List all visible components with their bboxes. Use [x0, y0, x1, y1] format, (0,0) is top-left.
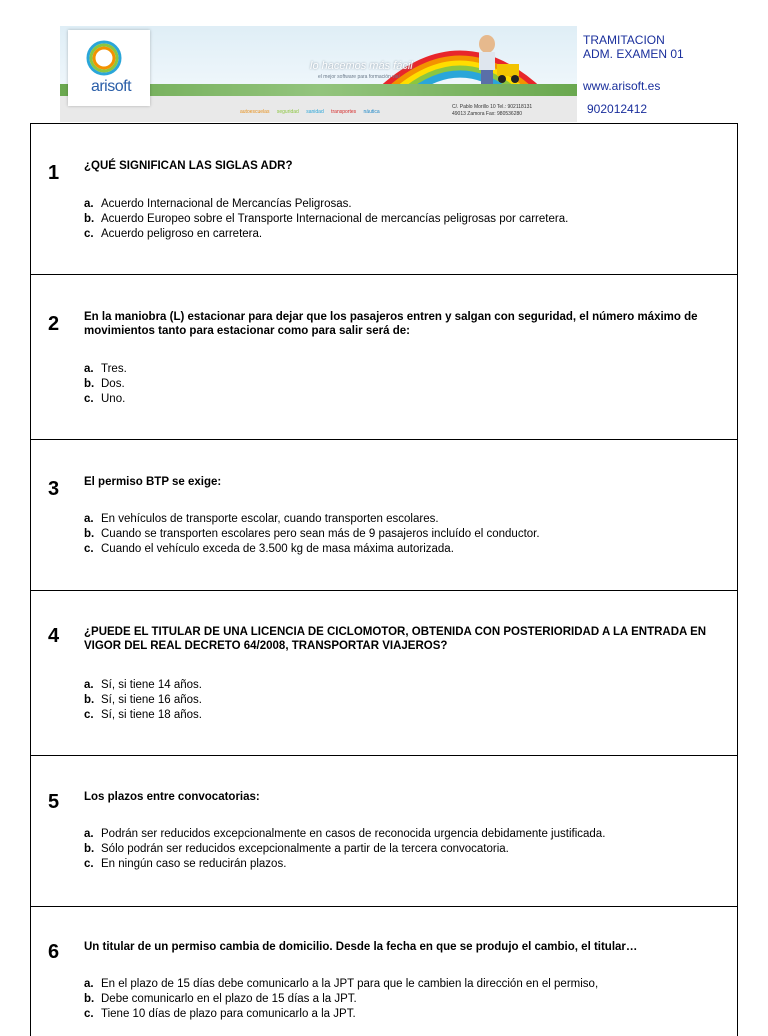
question-6: [30, 906, 738, 1036]
question-number: 6: [48, 941, 60, 963]
document-title: [583, 33, 684, 61]
answer-c[interactable]: c. Acuerdo peligroso en carretera.: [84, 228, 263, 240]
question-number: 1: [48, 162, 60, 184]
answer-c[interactable]: c. En ningún caso se reducirán plazos.: [84, 858, 287, 870]
doc-title-line-2: ADM. EXAMEN 01: [583, 47, 684, 61]
logo-text: arisoft: [90, 78, 132, 95]
question-number: 2: [48, 313, 60, 335]
answer-list: [84, 977, 598, 1022]
category-seguridad: seguridad: [276, 109, 299, 115]
website-link[interactable]: www.arisoft.es: [583, 79, 661, 93]
slogan: lo hacemos más fácil: [310, 60, 413, 72]
answer-c[interactable]: c. Uno.: [84, 393, 126, 405]
answer-b[interactable]: b. Sólo podrán ser reducidos excepcionalmente a partir de la tercera convocatoria.: [84, 843, 509, 855]
question-number: 3: [48, 478, 60, 500]
answer-a[interactable]: a. Tres.: [84, 363, 127, 375]
question-text: Los plazos entre convocatorias:: [84, 791, 260, 803]
answer-c[interactable]: c. Cuando el vehículo exceda de 3.500 kg de masa máxima autorizada.: [84, 543, 454, 555]
company-address: [452, 104, 572, 118]
page-header: [0, 0, 768, 124]
category-autoescuelas: autoescuelas: [240, 109, 270, 115]
phone-number: 902012412: [587, 102, 648, 116]
answer-list: [84, 678, 202, 723]
question-2: [30, 274, 738, 440]
answer-list: [84, 512, 540, 557]
category-nautica: náutica: [363, 109, 380, 115]
question-text: El permiso BTP se exige:: [84, 476, 222, 488]
category-strip: [240, 109, 386, 115]
question-text: Un titular de un permiso cambia de domicilio. Desde la fecha en que se produjo el cambio, el titular…: [84, 941, 638, 953]
question-1: [30, 123, 738, 275]
answer-list: [84, 827, 605, 872]
address-line-2: 49013 Zamora Fax: 980536280: [452, 111, 523, 117]
category-transportes: transportes: [331, 109, 357, 115]
question-text: ¿PUEDE EL TITULAR DE UNA LICENCIA DE CICLOMOTOR, OBTENIDA CON POSTERIORIDAD A LA ENTRADA EN VIGOR DEL REAL DECRETO 64/2008, TRANSPORTAR VIAJEROS?: [84, 626, 707, 652]
arisoft-logo: [68, 30, 150, 106]
answer-list: [84, 362, 127, 407]
answer-a[interactable]: a. Acuerdo Internacional de Mercancías Peligrosas.: [84, 198, 352, 210]
slogan-sub: el mejor software para formación vial: [318, 74, 400, 80]
answer-a[interactable]: a. En vehículos de transporte escolar, cuando transporten escolares.: [84, 513, 439, 525]
address-line-1: C/. Pablo Morillo 10 Tel.: 902118131: [452, 104, 533, 110]
answer-a[interactable]: a. Podrán ser reducidos excepcionalmente en casos de reconocida urgencia debidamente justificada.: [84, 828, 606, 840]
answer-b[interactable]: b. Cuando se transporten escolares pero sean más de 9 pasajeros incluído el conductor.: [84, 528, 540, 540]
category-sanidad: sanidad: [306, 109, 324, 115]
question-4: [30, 590, 738, 756]
question-text: En la maniobra (L) estacionar para dejar que los pasajeros entren y salgan con seguridad, el número máximo de movimientos tanto para estacionar como para salir será de:: [84, 311, 698, 337]
answer-c[interactable]: c. Tiene 10 días de plazo para comunicarlo a la JPT.: [84, 1008, 356, 1020]
question-3: [30, 439, 738, 591]
answer-c[interactable]: c. Sí, si tiene 18 años.: [84, 709, 203, 721]
answer-b[interactable]: b. Debe comunicarlo en el plazo de 15 días a la JPT.: [84, 993, 357, 1005]
answer-a[interactable]: a. En el plazo de 15 días debe comunicarlo a la JPT para que le cambien la dirección en el permiso,: [84, 978, 599, 990]
doc-title-line-1: TRAMITACION: [583, 33, 665, 47]
question-text: ¿QUÉ SIGNIFICAN LAS SIGLAS ADR?: [84, 160, 293, 172]
rings-logo-icon: [84, 38, 124, 78]
answer-a[interactable]: a. Sí, si tiene 14 años.: [84, 679, 203, 691]
answer-b[interactable]: b. Acuerdo Europeo sobre el Transporte Internacional de mercancías peligrosas por carretera.: [84, 213, 569, 225]
answer-b[interactable]: b. Dos.: [84, 378, 125, 390]
question-number: 4: [48, 625, 60, 647]
question-5: [30, 755, 738, 907]
question-number: 5: [48, 791, 60, 813]
answer-b[interactable]: b. Sí, si tiene 16 años.: [84, 694, 203, 706]
answer-list: [84, 197, 568, 242]
